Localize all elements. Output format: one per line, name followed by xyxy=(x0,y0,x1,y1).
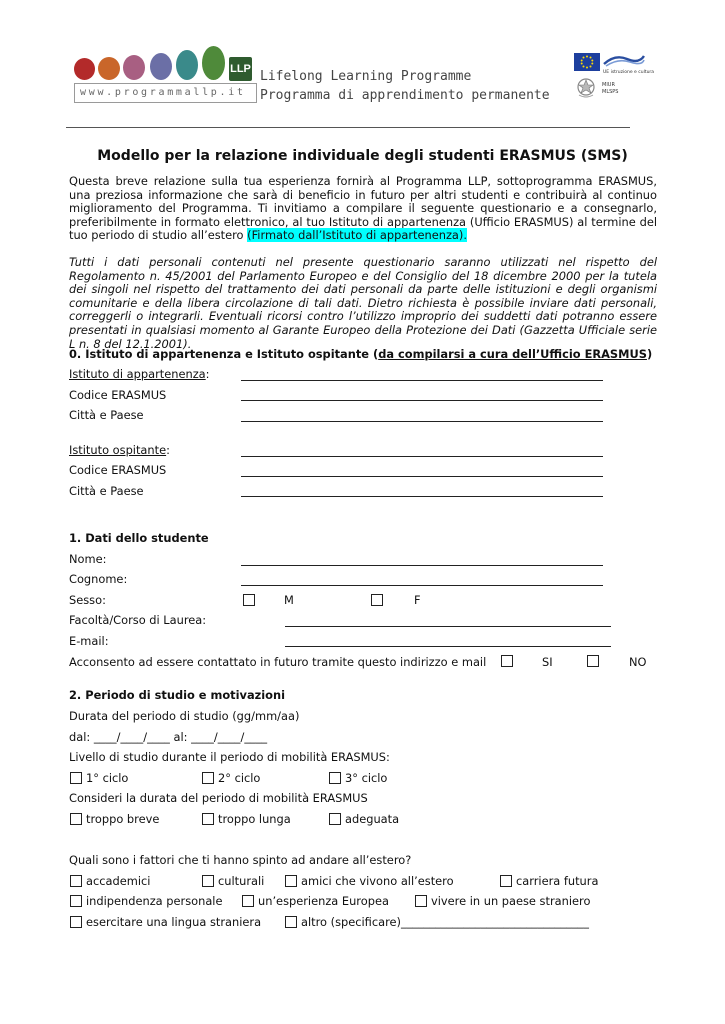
home-codice-field[interactable] xyxy=(241,400,603,401)
cognome-field[interactable] xyxy=(241,585,603,586)
website-url[interactable]: www.programmallp.it xyxy=(74,83,257,103)
signature-note-highlight: (Firmato dall’Istituto di appartenenza). xyxy=(247,228,467,243)
facolta-label: Facoltà/Corso di Laurea: xyxy=(69,613,207,627)
fattore-altro-checkbox[interactable] xyxy=(285,916,297,928)
ciclo-2-label: 2° ciclo xyxy=(218,771,261,785)
consent-no-checkbox[interactable] xyxy=(587,655,599,667)
sesso-f-label: F xyxy=(414,593,421,607)
logo-blob-green xyxy=(202,46,225,80)
home-codice-label: Codice ERASMUS xyxy=(69,388,167,402)
fattore-paese-label: vivere in un paese straniero xyxy=(431,894,591,908)
fattore-accademici-label: accademici xyxy=(86,874,151,888)
fattore-lingua-label: esercitare una lingua straniera xyxy=(86,915,262,929)
home-institution-colon: : xyxy=(205,367,210,381)
fattore-europea-label: un’esperienza Europea xyxy=(258,894,389,908)
durata-lunga-label: troppo lunga xyxy=(218,812,291,826)
sesso-f-checkbox[interactable] xyxy=(371,594,383,606)
ciclo-3-checkbox[interactable] xyxy=(329,772,341,784)
programma-subtitle: Programma di apprendimento permanente xyxy=(260,88,550,103)
home-institution-label xyxy=(69,368,210,381)
mlsps-label: MLSPS xyxy=(602,89,619,95)
section-0-heading-close: ) xyxy=(646,347,653,361)
consent-si-checkbox[interactable] xyxy=(501,655,513,667)
logo-blob-purple xyxy=(123,55,145,80)
host-institution-colon: : xyxy=(166,443,170,457)
consent-label: Acconsento ad essere contattato in futuro tramite questo indirizzo e mail xyxy=(69,655,487,669)
fattori-question: Quali sono i fattori che ti hanno spinto ad andare all’estero? xyxy=(69,853,412,867)
fattore-amici-checkbox[interactable] xyxy=(285,875,297,887)
fattore-carriera-label: carriera futura xyxy=(516,874,599,888)
host-citta-field[interactable] xyxy=(241,496,603,497)
fattore-indipendenza-label: indipendenza personale xyxy=(86,894,223,908)
logo-blob-red xyxy=(74,58,95,80)
header-rule xyxy=(66,127,630,128)
host-institution-field[interactable] xyxy=(241,456,603,457)
ciclo-1-checkbox[interactable] xyxy=(70,772,82,784)
livello-label: Livello di studio durante il periodo di mobilità ERASMUS: xyxy=(69,750,390,764)
fattore-carriera-checkbox[interactable] xyxy=(500,875,512,887)
document-title: Modello per la relazione individuale degli studenti ERASMUS (SMS) xyxy=(97,148,628,164)
host-codice-label: Codice ERASMUS xyxy=(69,463,167,477)
fattore-culturali-label: culturali xyxy=(218,874,265,888)
section-0-heading xyxy=(69,348,652,361)
consideri-label: Consideri la durata del periodo di mobilità ERASMUS xyxy=(69,791,368,805)
host-codice-field[interactable] xyxy=(241,476,603,477)
ciclo-1-label: 1° ciclo xyxy=(86,771,129,785)
fattore-paese-checkbox[interactable] xyxy=(415,895,427,907)
italian-emblem-icon xyxy=(576,77,596,99)
section-0-heading-underlined: da compilarsi a cura dell’Ufficio ERASMUS xyxy=(378,347,647,361)
section-1-heading: 1. Dati dello studente xyxy=(69,531,209,545)
logo-blob-blue xyxy=(150,53,172,80)
eu-caption: UE istruzione e cultura xyxy=(603,70,655,75)
durata-adeguata-checkbox[interactable] xyxy=(329,813,341,825)
logo-blob-teal xyxy=(176,50,198,80)
nome-label: Nome: xyxy=(69,552,107,566)
sesso-label: Sesso: xyxy=(69,593,106,607)
fattore-culturali-checkbox[interactable] xyxy=(202,875,214,887)
durata-breve-label: troppo breve xyxy=(86,812,160,826)
facolta-field[interactable] xyxy=(285,626,611,627)
eu-flag-icon xyxy=(574,53,600,71)
durata-adeguata-label: adeguata xyxy=(345,812,400,826)
dal-al-fields[interactable]: dal: ____/____/____ al: ____/____/____ xyxy=(69,730,268,744)
logo-blob-orange xyxy=(98,57,120,80)
lifelong-learning-title: Lifelong Learning Programme xyxy=(260,69,472,84)
section-2-heading: 2. Periodo di studio e motivazioni xyxy=(69,688,286,702)
intro-text: Questa breve relazione sulla tua esperienza fornirà al Programma LLP, sottoprogramma ERASMUS, una preziosa informazione che sarà di beneficio in futuro per altri studenti e contribuirà al continuo miglioramento del Programma. Ti invitiamo a compilare il seguente questionario e a consegnarlo, preferibilmente in formato elettronico, al tuo Istituto di appartenenza (Ufficio ERASMUS) al termine del tuo periodo di studio all’estero xyxy=(69,174,657,243)
fattore-amici-label: amici che vivono all’estero xyxy=(301,874,454,888)
consent-no-label: NO xyxy=(629,655,647,669)
email-label: E-mail: xyxy=(69,634,109,648)
home-institution-field[interactable] xyxy=(241,380,603,381)
email-field[interactable] xyxy=(285,646,611,647)
home-citta-label: Città e Paese xyxy=(69,408,144,422)
fattore-altro-field[interactable]: _________________________________ xyxy=(401,915,589,929)
intro-paragraph xyxy=(69,175,657,243)
ciclo-3-label: 3° ciclo xyxy=(345,771,388,785)
host-institution-label-text: Istituto ospitante xyxy=(69,443,167,457)
host-citta-label: Città e Paese xyxy=(69,484,144,498)
durata-label: Durata del periodo di studio (gg/mm/aa) xyxy=(69,709,300,723)
llp-badge: LLP xyxy=(229,57,252,81)
fattore-indipendenza-checkbox[interactable] xyxy=(70,895,82,907)
eu-education-logo xyxy=(603,52,655,75)
nome-field[interactable] xyxy=(241,565,603,566)
home-citta-field[interactable] xyxy=(241,421,603,422)
home-institution-label-text: Istituto di appartenenza xyxy=(69,367,206,381)
cognome-label: Cognome: xyxy=(69,572,128,586)
fattore-lingua-checkbox[interactable] xyxy=(70,916,82,928)
host-institution-label xyxy=(69,444,170,457)
consent-si-label: SI xyxy=(542,655,553,669)
ciclo-2-checkbox[interactable] xyxy=(202,772,214,784)
fattore-altro-label: altro (specificare) xyxy=(301,915,401,929)
section-0-heading-text: 0. Istituto di appartenenza e Istituto ospitante ( xyxy=(69,347,379,361)
sesso-m-checkbox[interactable] xyxy=(243,594,255,606)
sesso-m-label: M xyxy=(284,593,294,607)
fattore-accademici-checkbox[interactable] xyxy=(70,875,82,887)
durata-breve-checkbox[interactable] xyxy=(70,813,82,825)
privacy-paragraph: Tutti i dati personali contenuti nel presente questionario saranno utilizzati nel rispetto del Regolamento n. 45/2001 del Parlamento Europeo e del Consiglio del 18 dicembre 2000 per la tutela dei singoli nel rispetto del trattamento dei dati personali da parte delle istituzioni e degli organismi comunitarie e della libera circolazione di tali dati. Dietro richiesta è possibile inviare dati personali, correggerli o integrarli. Eventuali ricorsi contro l’utilizzo improprio dei suddetti dati potranno essere presentati in qualsiasi momento al Garante Europeo della Protezione dei Dati (Gazzetta Ufficiale serie L n. 8 del 12.1.2001). xyxy=(69,255,657,351)
miur-label: MIUR xyxy=(602,82,615,88)
fattore-europea-checkbox[interactable] xyxy=(242,895,254,907)
durata-lunga-checkbox[interactable] xyxy=(202,813,214,825)
